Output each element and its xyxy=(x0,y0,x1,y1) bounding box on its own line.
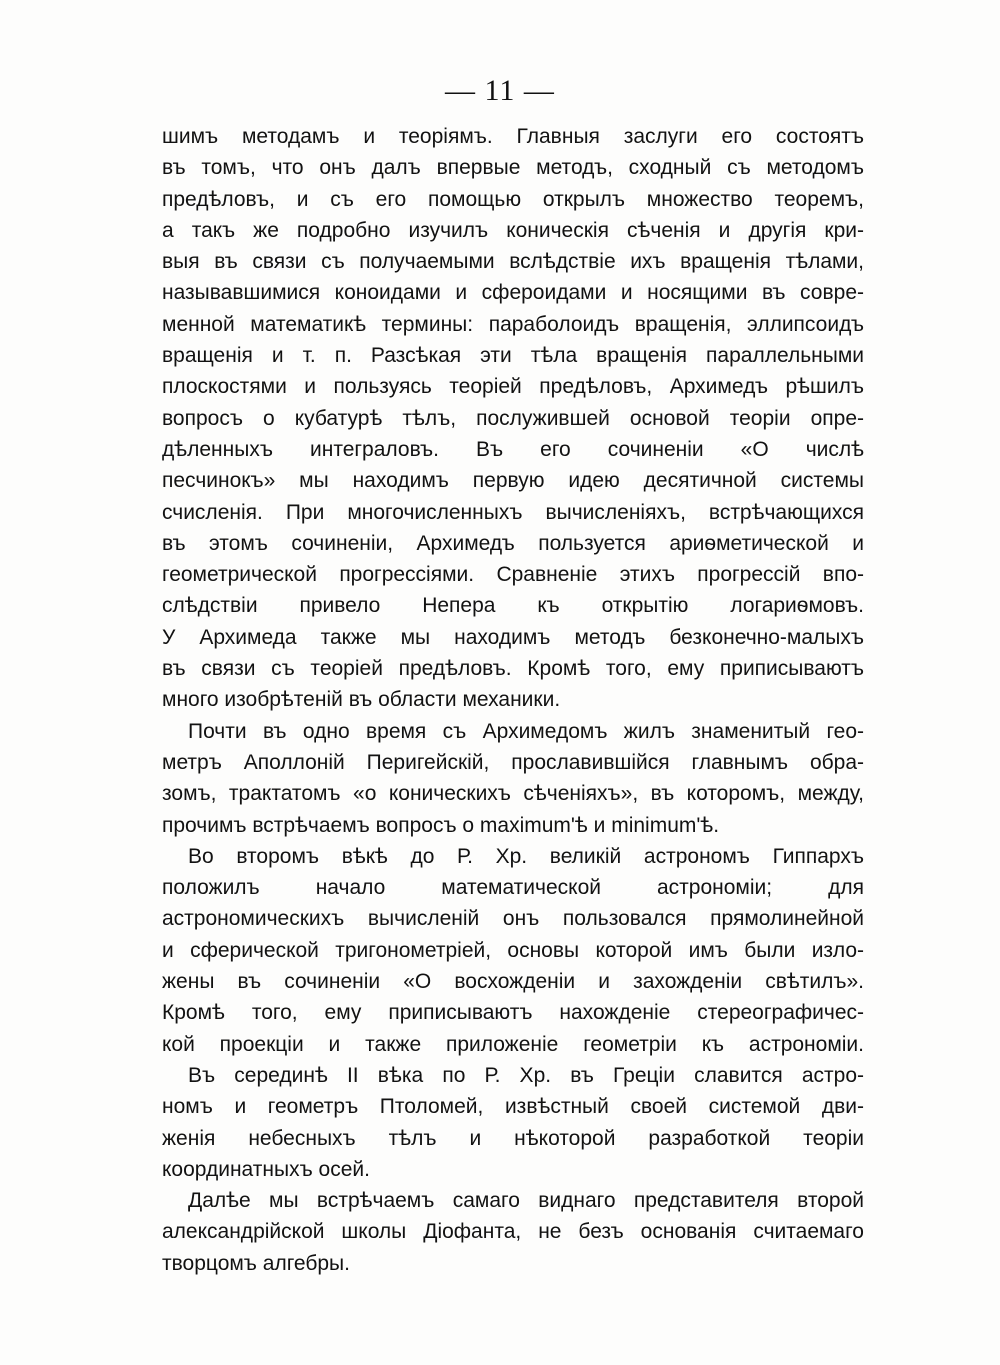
text-line: Въ серединѣ II вѣка по Р. Хр. въ Греціи славится астро- xyxy=(188,1063,864,1087)
text-line: Кромѣ того, ему приписываютъ нахожденіе стереографичес- xyxy=(162,1001,864,1025)
text-line: а такъ же подробно изучилъ коническія сѣченія и другія кри- xyxy=(162,218,864,242)
text-line: менной математикѣ термины: параболоидъ вращенія, эллипсоидъ xyxy=(162,312,864,336)
text-line: метръ Аполлоній Перигейскій, прославившійся главнымъ обра- xyxy=(162,750,864,774)
text-line: вращенія и т. п. Разсѣкая эти тѣла вращенія параллельными xyxy=(162,344,864,368)
text-line: дѣленныхъ интеграловъ. Въ его сочиненіи «О числѣ xyxy=(162,437,864,461)
text-line: Во второмъ вѣкѣ до Р. Хр. великій астрономъ Гиппархъ xyxy=(188,844,864,868)
text-line: Почти въ одно время съ Архимедомъ жилъ знаменитый гео- xyxy=(188,719,864,743)
paragraph xyxy=(162,841,864,1060)
text-line: положилъ начало математической астрономіи; для xyxy=(162,876,864,900)
text-line: геометрической прогрессіями. Сравненіе этихъ прогрессій впо- xyxy=(162,563,864,587)
text-line: шимъ методамъ и теоріямъ. Главныя заслуги его состоятъ xyxy=(162,125,864,148)
text-line: много изобрѣтеній въ области механики. xyxy=(162,688,561,712)
text-line: астрономическихъ вычисленій онъ пользовался прямолинейной xyxy=(162,907,864,931)
text-line: александрійской школы Діофанта, не безъ основанія считаемаго xyxy=(162,1220,864,1244)
text-line: счисленія. При многочисленныхъ вычисленіяхъ, встрѣчающихся xyxy=(162,500,864,524)
text-line: песчинокъ» мы находимъ первую идею десятичной системы xyxy=(162,469,864,493)
text-line: жены въ сочиненіи «О восхожденіи и захожденіи свѣтилъ». xyxy=(162,970,864,994)
text-line: плоскостями и пользуясь теоріей предѣловъ, Архимедъ рѣшилъ xyxy=(162,375,864,399)
text-line: женія небесныхъ тѣлъ и нѣкоторой разработкой теоріи xyxy=(162,1126,864,1150)
paragraph xyxy=(162,1060,864,1185)
page-number: — 11 — xyxy=(445,74,555,107)
text-line: зомъ, трактатомъ «о коническихъ сѣченіяхъ», въ которомъ, между, xyxy=(162,782,864,806)
text-line: координатныхъ осей. xyxy=(162,1157,370,1181)
text-line: вопросъ о кубатурѣ тѣлъ, послужившей основой теоріи опре- xyxy=(162,406,864,430)
text-line: въ томъ, что онъ далъ впервые методъ, сходный съ методомъ xyxy=(162,156,864,180)
text-line: Далѣе мы встрѣчаемъ самаго виднаго представителя второй xyxy=(188,1189,864,1213)
text-line: номъ и геометръ Птоломей, извѣстный своей системой дви- xyxy=(162,1095,864,1119)
text-line: слѣдствіи привело Непера къ открытію логариѳмовъ. xyxy=(162,594,864,618)
paragraph xyxy=(162,121,864,716)
text-line: въ связи съ теоріей предѣловъ. Кромѣ того, ему приписываютъ xyxy=(162,657,864,681)
text-line: выя въ связи съ получаемыми вслѣдствіе ихъ вращенія тѣлами, xyxy=(162,250,864,274)
text-line: предѣловъ, и съ его помощью открылъ множество теоремъ, xyxy=(162,187,864,211)
text-line: кой проекціи и также приложеніе геометріи къ астрономіи. xyxy=(162,1032,864,1056)
text-line: У Архимеда также мы находимъ методъ безконечно-малыхъ xyxy=(162,625,864,649)
paragraph xyxy=(162,1185,864,1279)
text-line: и сферической тригонометріей, основы которой имъ были изло- xyxy=(162,938,864,962)
text-line: въ этомъ сочиненіи, Архимедъ пользуется ариѳметической и xyxy=(162,531,864,555)
paragraph xyxy=(162,716,864,841)
body-text xyxy=(162,121,864,1279)
text-line: творцомъ алгебры. xyxy=(162,1251,350,1275)
text-line: прочимъ встрѣчаемъ вопросъ о maximum'ѣ и minimum'ѣ. xyxy=(162,813,720,837)
text-line: называвшимися коноидами и сфероидами и носящими въ совре- xyxy=(162,281,864,305)
